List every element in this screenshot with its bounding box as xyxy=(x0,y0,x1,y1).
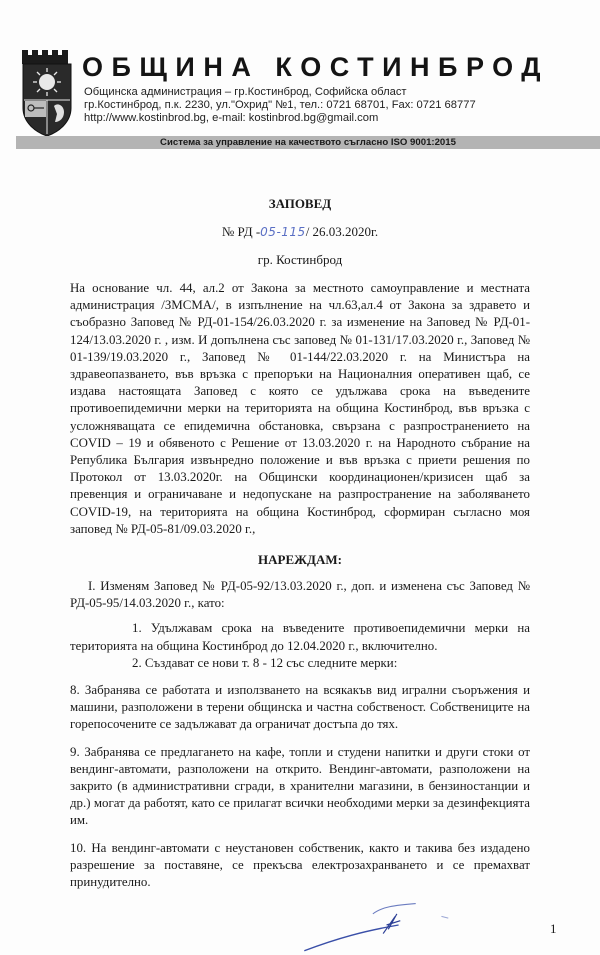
sub-item-1: 1. Удължавам срока на въведените противоепидемични мерки на територията на община Костинброд до 12.04.2020 г., включително. xyxy=(70,621,530,653)
sub-item-2: 2. Създават се нови т. 8 - 12 със следните мерки: xyxy=(132,655,398,670)
contact-info xyxy=(84,86,476,125)
municipal-coat-of-arms-icon xyxy=(20,50,74,136)
number-suffix: / 26.03.2020г. xyxy=(305,224,379,239)
order-heading: НАРЕЖДАМ: xyxy=(258,552,342,568)
iso-banner: Система за управление на качеството съгласно ISO 9001:2015 xyxy=(16,136,600,149)
number-prefix: № РД - xyxy=(221,224,261,239)
organization-name: ОБЩИНА КОСТИНБРОД xyxy=(82,52,549,82)
measure-10: 10. На вендинг-автомати с неустановен собственик, както и такива без издадено разрешение за поставяне, се прекъсва електрозахранването и се премахват принудително. xyxy=(70,840,530,890)
contact-line-phone: гр.Костинброд, п.к. 2230, ул."Охрид" №1, тел.: 0721 68701, Fax: 0721 68777 xyxy=(84,99,476,111)
document-footer xyxy=(70,895,557,955)
document-number xyxy=(70,224,530,240)
measure-9: 9. Забранява се предлагането на кафе, топли и студени напитки и други стоки от вендинг-автомати, разположени на открито. Вендинг-автомати, разположени на закрито (в административни сгради, в хранителни магазини, в бензиностанции и др.) могат да работят, като се прилагат всички необходими мерки за дезинфекцията им. xyxy=(70,744,530,828)
document-body xyxy=(0,196,600,955)
order-item-I: I. Изменям Заповед № РД-05-92/13.03.2020 г., доп. и изменена със Заповед № РД-05-95/14.03.2020 г., като: xyxy=(70,579,530,611)
number-handwritten: 05-115 xyxy=(260,225,306,239)
measure-8: 8. Забранява се работата и използването на всякакъв вид игрални съоръжения и машини, разположени в терени общинска и частна собственост. Собствениците на горепосочените се задължават да ограничат достъпа до тях. xyxy=(70,683,530,732)
preamble-paragraph: На основание чл. 44, ал.2 от Закона за местното самоуправление и местната администрация /ЗМСМА/, в изпълнение на чл.63,ал.4 от Закона за здравето и съобразно Заповед № РД-01-154/26.03.2020 г. за изменение на Заповед № РД-01-124/13.03.2020 г. , изм. И допълнена със заповед № 01-131/17.03.2020 г., Заповед № 01-139/19.03.2020 г., Заповед № 01-144/22.03.2020 г. на Министъра на здравеопазването, във връзка с препоръки на Националния оперативен щаб, се издава настоящата Заповед с която се удължава срока на въведените противоепидемични мерки на територията на община Костинброд, във връзка с усложняващата се епидемична обстановка, свързана с разпространението на COVID – 19 и обявеното с Решение от 13.03.2020 г. на Народното събрание на Република България извънредно положение и във връзка с приети решения по Протокол от 13.03.2020г. на Общински координационен/кризисен щаб за превенция и ограничаване и недопускане на разпространение на заболяването COVID-19, на територията на община Костинброд, сформиран съгласно моя заповед № РД-05-81/09.03.2020 г., xyxy=(70,281,530,536)
handwritten-signature-icon xyxy=(270,895,510,955)
document-city: гр. Костинброд xyxy=(257,252,343,267)
contact-line-address: Общинска администрация – гр.Костинброд, Софийска област xyxy=(84,86,407,98)
page-number: 1 xyxy=(550,921,557,937)
contact-line-web[interactable]: http://www.kostinbrod.bg, e-mail: kostinbrod.bg@gmail.com xyxy=(84,112,379,124)
document-title: ЗАПОВЕД xyxy=(268,196,332,211)
letterhead xyxy=(0,0,600,156)
